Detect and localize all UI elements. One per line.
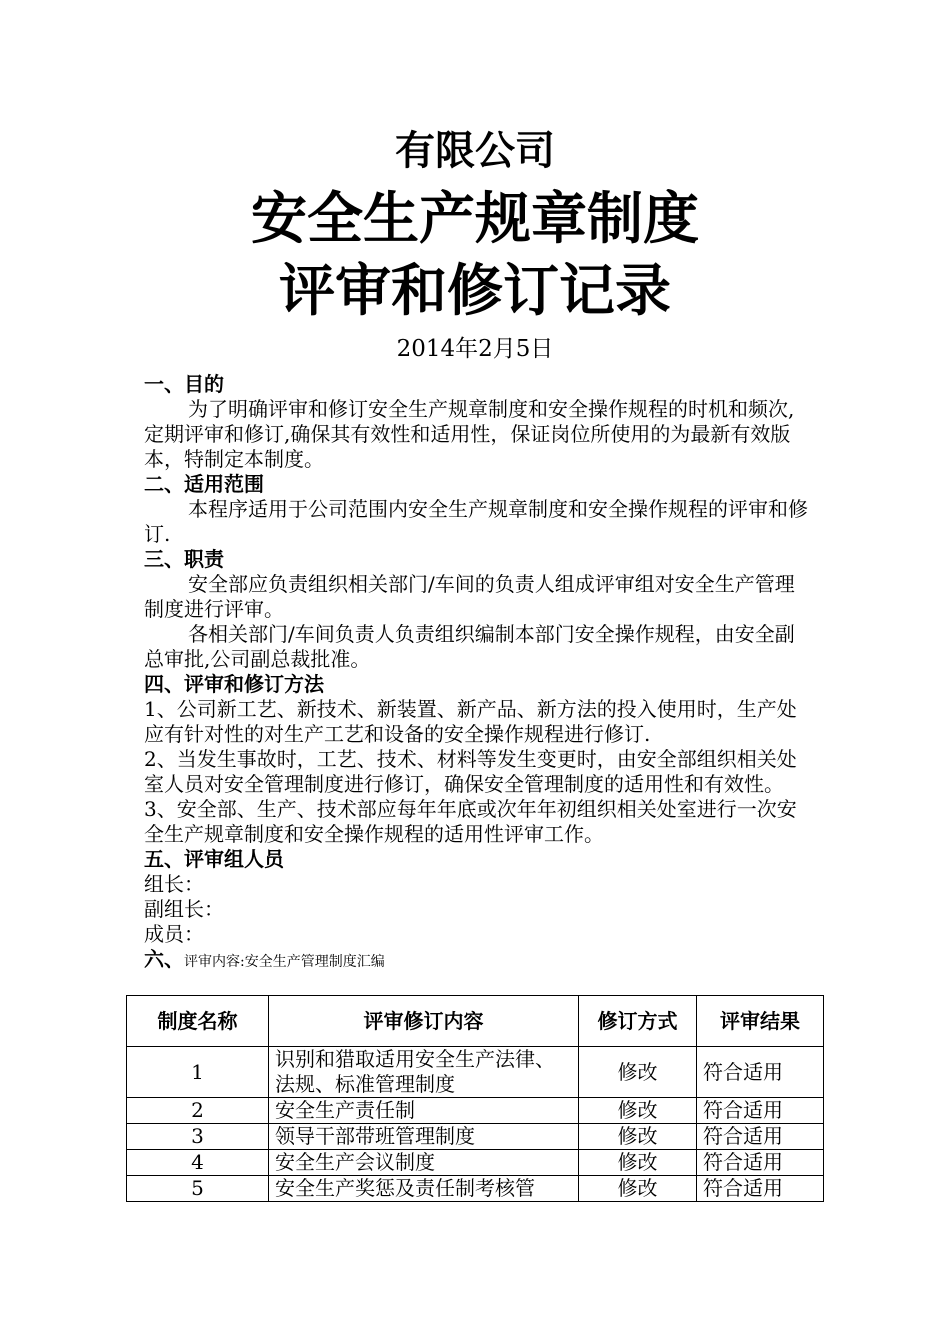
row-number: 2 xyxy=(127,1098,269,1124)
team-deputy: 副组长： xyxy=(144,897,224,921)
row-result: 符合适用 xyxy=(697,1150,824,1176)
paragraph-duties-1: 安全部应负责组织相关部门/车间的负责人组成评审组对安全生产管理制度进行评审。 xyxy=(144,572,795,621)
row-method: 修改 xyxy=(579,1124,697,1150)
section-heading-content xyxy=(144,947,810,975)
row-number: 4 xyxy=(127,1150,269,1176)
header-result: 评审结果 xyxy=(697,996,824,1047)
table-header-row xyxy=(127,996,824,1047)
section-heading-duties: 三、职责 xyxy=(144,547,224,571)
row-content: 识别和猎取适用安全生产法律、法规、标准管理制度 xyxy=(269,1047,579,1098)
row-method: 修改 xyxy=(579,1150,697,1176)
review-table xyxy=(126,995,824,1202)
row-result: 符合适用 xyxy=(697,1098,824,1124)
paragraph-duties-2: 各相关部门/车间负责人负责组织编制本部门安全操作规程，由安全副总审批,公司副总裁批准。 xyxy=(144,622,795,671)
team-members: 成员： xyxy=(144,922,204,946)
row-result: 符合适用 xyxy=(697,1176,824,1202)
table-row xyxy=(127,1047,824,1098)
paragraph-method-2: 2、当发生事故时，工艺、技术、材料等发生变更时，由安全部组织相关处室人员对安全管理制度进行修订，确保安全管理制度的适用性和有效性。 xyxy=(144,747,797,796)
section-heading-purpose: 一、目的 xyxy=(144,372,224,396)
document-body xyxy=(144,372,810,975)
document-date: 2014年2月5日 xyxy=(396,336,554,362)
section-heading-scope: 二、适用范围 xyxy=(144,472,264,496)
section-heading-team: 五、评审组人员 xyxy=(144,847,284,871)
row-method: 修改 xyxy=(579,1047,697,1098)
row-result: 符合适用 xyxy=(697,1124,824,1150)
paragraph-method-1: 1、公司新工艺、新技术、新装置、新产品、新方法的投入使用时，生产处应有针对性的对生产工艺和设备的安全操作规程进行修订. xyxy=(144,697,797,746)
row-method: 修改 xyxy=(579,1098,697,1124)
row-content: 安全生产奖惩及责任制考核管 xyxy=(269,1176,579,1202)
table-row xyxy=(127,1176,824,1202)
table-row xyxy=(127,1124,824,1150)
row-number: 3 xyxy=(127,1124,269,1150)
header-method: 修订方式 xyxy=(579,996,697,1047)
section-six-label: 六、 xyxy=(144,947,184,971)
paragraph-scope: 本程序适用于公司范围内安全生产规章制度和安全操作规程的评审和修订. xyxy=(144,497,808,546)
table-row xyxy=(127,1150,824,1176)
header-name: 制度名称 xyxy=(127,996,269,1047)
row-content: 安全生产责任制 xyxy=(269,1098,579,1124)
section-heading-method: 四、评审和修订方法 xyxy=(144,672,324,696)
row-method: 修改 xyxy=(579,1176,697,1202)
row-number: 5 xyxy=(127,1176,269,1202)
paragraph-method-3: 3、安全部、生产、技术部应每年年底或次年年初组织相关处室进行一次安全生产规章制度和安全操作规程的适用性评审工作。 xyxy=(144,797,797,846)
paragraph-purpose: 为了明确评审和修订安全生产规章制度和安全操作规程的时机和频次,定期评审和修订,确保其有效性和适用性，保证岗位所使用的为最新有效版本，特制定本制度。 xyxy=(144,397,795,471)
row-number: 1 xyxy=(127,1047,269,1098)
company-title: 有限公司 xyxy=(395,127,555,174)
section-six-subtitle: 评审内容:安全生产管理制度汇编 xyxy=(184,954,385,970)
header-content: 评审修订内容 xyxy=(269,996,579,1047)
row-content: 领导干部带班管理制度 xyxy=(269,1124,579,1150)
document-title-line2: 评审和修订记录 xyxy=(279,258,671,324)
row-result: 符合适用 xyxy=(697,1047,824,1098)
team-leader: 组长： xyxy=(144,872,204,896)
document-title-line1: 安全生产规章制度 xyxy=(251,186,699,252)
table-row xyxy=(127,1098,824,1124)
row-content: 安全生产会议制度 xyxy=(269,1150,579,1176)
